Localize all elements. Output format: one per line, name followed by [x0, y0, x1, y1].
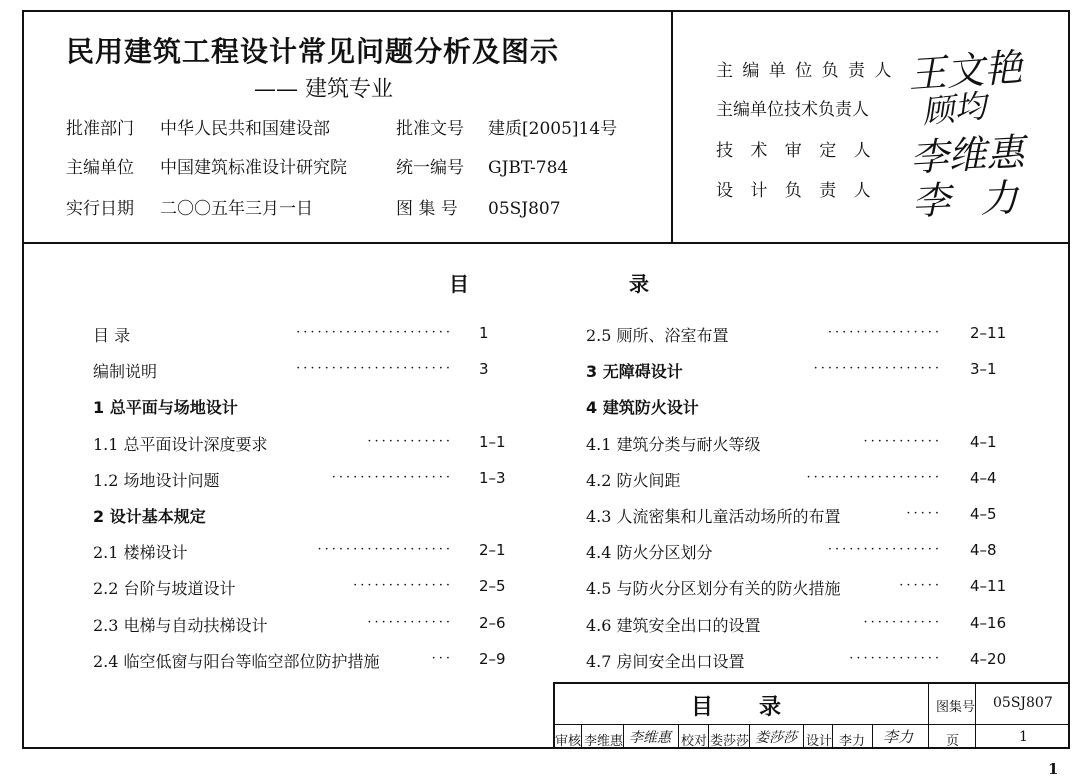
- page-number: 1: [1048, 760, 1059, 778]
- toc-entry-label[interactable]: 4 建筑防火设计: [586, 398, 699, 417]
- toc-entry-label[interactable]: 编制说明: [93, 362, 158, 381]
- toc-entry-page[interactable]: 4–4: [970, 469, 997, 487]
- toc-entry-leader: ·····: [906, 506, 942, 521]
- toc-entry-page[interactable]: 4–20: [970, 650, 1007, 668]
- info-key: 主编单位: [66, 158, 134, 178]
- header-vertical-divider: [671, 10, 673, 243]
- toc-entry-label[interactable]: 1 总平面与场地设计: [93, 398, 238, 417]
- toc-entry-leader: ···········: [863, 434, 942, 449]
- info-value: GJBT-784: [488, 158, 569, 178]
- design-signature: 李力: [883, 728, 914, 746]
- toc-entry-label[interactable]: 4.5 与防火分区划分有关的防火措施: [586, 579, 841, 598]
- toc-entry-page[interactable]: 4–1: [970, 433, 997, 451]
- toc-entry-label[interactable]: 1.1 总平面设计深度要求: [93, 435, 268, 454]
- signature-image: 李力: [911, 174, 1049, 224]
- document-title: 民用建筑工程设计常见问题分析及图示: [66, 35, 560, 68]
- info-value: 中华人民共和国建设部: [160, 119, 330, 139]
- document-subtitle: —— 建筑专业: [254, 77, 393, 102]
- check-signature: 娄莎莎: [755, 730, 797, 746]
- design-name: 李力: [839, 734, 866, 749]
- toc-entry-label[interactable]: 2.5 厕所、浴室布置: [586, 326, 729, 345]
- review-name: 李维惠: [584, 734, 624, 749]
- titleblock-title-left: 目: [691, 695, 714, 720]
- toc-entry-leader: ················: [827, 325, 942, 340]
- toc-entry-label[interactable]: 4.1 建筑分类与耐火等级: [586, 435, 761, 454]
- toc-left-column: [93, 323, 513, 671]
- toc-entry-leader: ·················: [331, 470, 453, 485]
- toc-entry-leader: ·············: [849, 651, 942, 666]
- toc-heading-left: 目: [449, 272, 469, 296]
- toc-entry-page[interactable]: 3: [479, 360, 489, 378]
- toc-entry-label[interactable]: 4.2 防火间距: [586, 471, 681, 490]
- toc-entry-page[interactable]: 1–3: [479, 469, 506, 487]
- info-key: 批准部门: [66, 119, 134, 139]
- toc-entry-page[interactable]: 1–1: [479, 433, 506, 451]
- toc-entry-label[interactable]: 4.7 房间安全出口设置: [586, 652, 745, 671]
- info-key: 实行日期: [66, 199, 134, 219]
- info-key: 图 集 号: [396, 199, 458, 219]
- toc-entry-leader: ················: [827, 542, 942, 557]
- signature-image: 王文艳: [906, 45, 1024, 97]
- toc-entry-page[interactable]: 1: [479, 324, 489, 342]
- toc-entry-label[interactable]: 2 设计基本规定: [93, 507, 206, 526]
- page-label: 页: [946, 734, 960, 749]
- info-value: 二〇〇五年三月一日: [160, 199, 313, 219]
- page-value: 1: [1019, 729, 1028, 745]
- toc-entry-label[interactable]: 目 录: [93, 326, 131, 345]
- info-row: [66, 153, 568, 178]
- atlas-value: 05SJ807: [993, 695, 1053, 711]
- check-name: 娄莎莎: [710, 734, 750, 749]
- responsible-role: 技 术 审 定 人: [716, 141, 877, 161]
- toc-entry-leader: ···········: [863, 615, 942, 630]
- info-value: 建质[2005]14号: [488, 119, 618, 139]
- toc-entry-leader: ············: [367, 434, 453, 449]
- toc-heading-right: 录: [629, 272, 649, 296]
- toc-entry-label[interactable]: 1.2 场地设计问题: [93, 471, 220, 490]
- toc-entry-page[interactable]: 2–5: [479, 577, 506, 595]
- toc-entry-leader: ··············: [353, 578, 453, 593]
- review-label: 审核: [555, 734, 582, 749]
- toc-entry-page[interactable]: 3–1: [970, 360, 997, 378]
- toc-entry-page[interactable]: 4–5: [970, 505, 997, 523]
- header-divider: [22, 242, 1070, 244]
- signature-image: 顾均: [920, 86, 989, 132]
- toc-entry-label[interactable]: 2.3 电梯与自动扶梯设计: [93, 616, 268, 635]
- toc-entry-leader: ············: [367, 615, 453, 630]
- toc-entry-leader: ······················: [296, 361, 453, 376]
- toc-entry-page[interactable]: 2–6: [479, 614, 506, 632]
- info-value: 05SJ807: [488, 199, 561, 219]
- toc-entry-leader: ······: [899, 578, 942, 593]
- toc-entry-page[interactable]: 2–11: [970, 324, 1007, 342]
- toc-entry-label[interactable]: 4.4 防火分区划分: [586, 543, 713, 562]
- toc-entry-leader: ···: [431, 651, 453, 666]
- toc-entry-leader: ······················: [296, 325, 453, 340]
- signature-image: 李维惠: [909, 130, 1026, 180]
- toc-entry-label[interactable]: 3 无障碍设计: [586, 362, 683, 381]
- title-block: [553, 682, 1070, 749]
- toc-entry-leader: ··················: [813, 361, 942, 376]
- review-signature: 李维惠: [629, 730, 671, 746]
- toc-entry-page[interactable]: 2–1: [479, 541, 506, 559]
- info-row: [66, 114, 617, 139]
- responsible-role: 主编单位技术负责人: [716, 100, 869, 120]
- toc-entry-leader: ···················: [806, 470, 942, 485]
- toc-entry-label[interactable]: 2.4 临空低窗与阳台等临空部位防护措施: [93, 652, 380, 671]
- toc-entry-label[interactable]: 4.6 建筑安全出口的设置: [586, 616, 761, 635]
- atlas-label: 图集号: [936, 700, 976, 715]
- toc-entry-label[interactable]: 2.1 楼梯设计: [93, 543, 188, 562]
- info-key: 统一编号: [396, 158, 464, 178]
- toc-right-column: [586, 323, 1016, 671]
- toc-entry-leader: ···················: [317, 542, 453, 557]
- responsible-role: 主 编 单 位 负 责 人: [716, 61, 894, 81]
- toc-entry-page[interactable]: 2–9: [479, 650, 506, 668]
- toc-entry-page[interactable]: 4–16: [970, 614, 1007, 632]
- toc-entry-label[interactable]: 4.3 人流密集和儿童活动场所的布置: [586, 507, 841, 526]
- check-label: 校对: [681, 734, 708, 749]
- toc-entry-label[interactable]: 2.2 台阶与坡道设计: [93, 579, 236, 598]
- toc-entry-page[interactable]: 4–8: [970, 541, 997, 559]
- responsible-role: 设 计 负 责 人: [716, 181, 877, 201]
- info-key: 批准文号: [396, 119, 464, 139]
- titleblock-title-right: 录: [759, 695, 782, 720]
- toc-entry-page[interactable]: 4–11: [970, 577, 1007, 595]
- info-row: [66, 194, 561, 219]
- design-label: 设计: [806, 734, 833, 749]
- info-value: 中国建筑标准设计研究院: [160, 158, 347, 178]
